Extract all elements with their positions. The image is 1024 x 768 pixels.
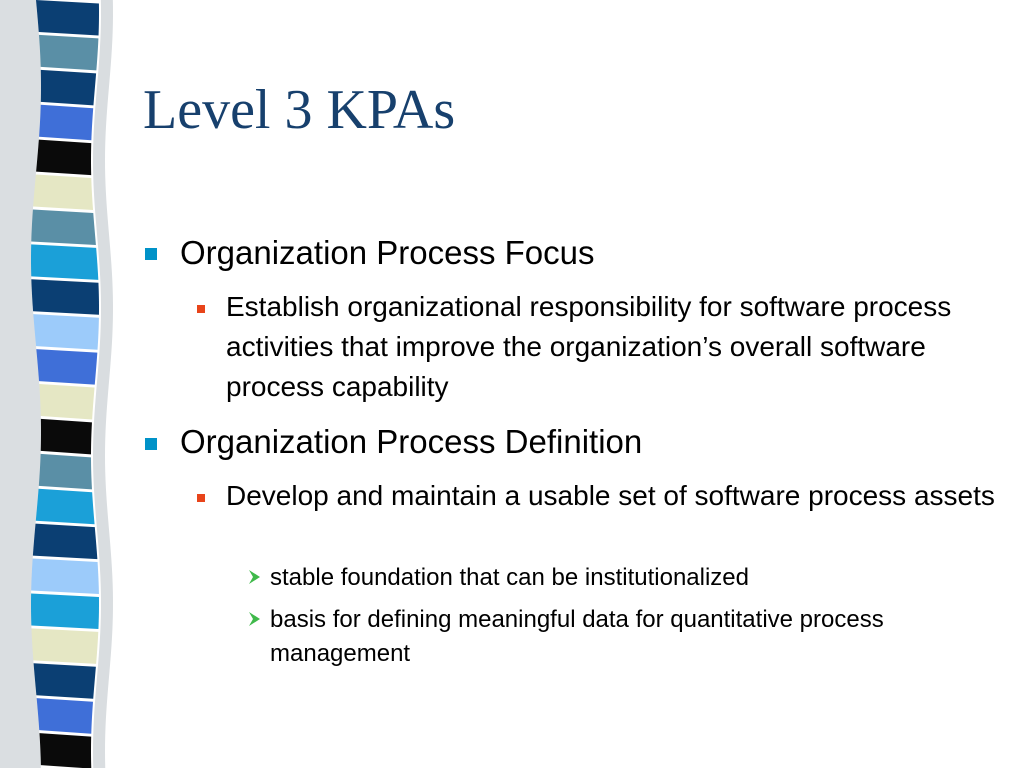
bullet-item: Organization Process Focus — [180, 234, 595, 271]
bullet-square-icon — [145, 248, 157, 260]
sub-sub-bullet-item: basis for defining meaningful data for quantitative process management — [270, 606, 884, 667]
bullet-square-icon — [197, 305, 205, 313]
stripe-band — [31, 628, 98, 664]
stripe-band — [36, 349, 97, 385]
stripe-band — [33, 314, 99, 350]
slide-title: Level 3 KPAs — [143, 79, 456, 141]
stripe-band — [37, 698, 93, 734]
stripe-band — [33, 524, 97, 560]
bullet-square-icon — [197, 494, 205, 502]
decorative-stripe — [0, 0, 120, 768]
stripe-band — [31, 279, 99, 315]
arrow-bullet-icon — [247, 611, 261, 627]
stripe-band — [41, 70, 96, 106]
stripe-band — [39, 35, 98, 71]
stripe-band — [39, 454, 92, 490]
stripe-band — [41, 419, 92, 455]
stripe-band — [33, 175, 93, 211]
bullet-item: Organization Process Definition — [180, 423, 643, 460]
sub-bullet-item: Establish organizational responsibility for software process activities that improve the organization’s overall software process capability — [226, 291, 952, 402]
stripe-band — [36, 140, 91, 176]
stripe-band — [31, 244, 98, 280]
bullet-square-icon — [145, 438, 157, 450]
stripe-band — [36, 489, 95, 525]
sub-bullet-item: Develop and maintain a usable set of software process assets — [226, 480, 995, 511]
stripe-band — [39, 384, 94, 420]
stripe-band — [36, 0, 99, 36]
arrow-bullet-icon — [247, 569, 261, 585]
stripe-band — [31, 559, 99, 595]
stripe-band — [39, 733, 91, 768]
stripe-band — [39, 105, 93, 141]
sub-sub-bullet-item: stable foundation that can be institutionalized — [270, 564, 750, 591]
stripe-band — [34, 663, 96, 699]
stripe-band — [31, 209, 96, 245]
stripe-band — [31, 593, 99, 629]
